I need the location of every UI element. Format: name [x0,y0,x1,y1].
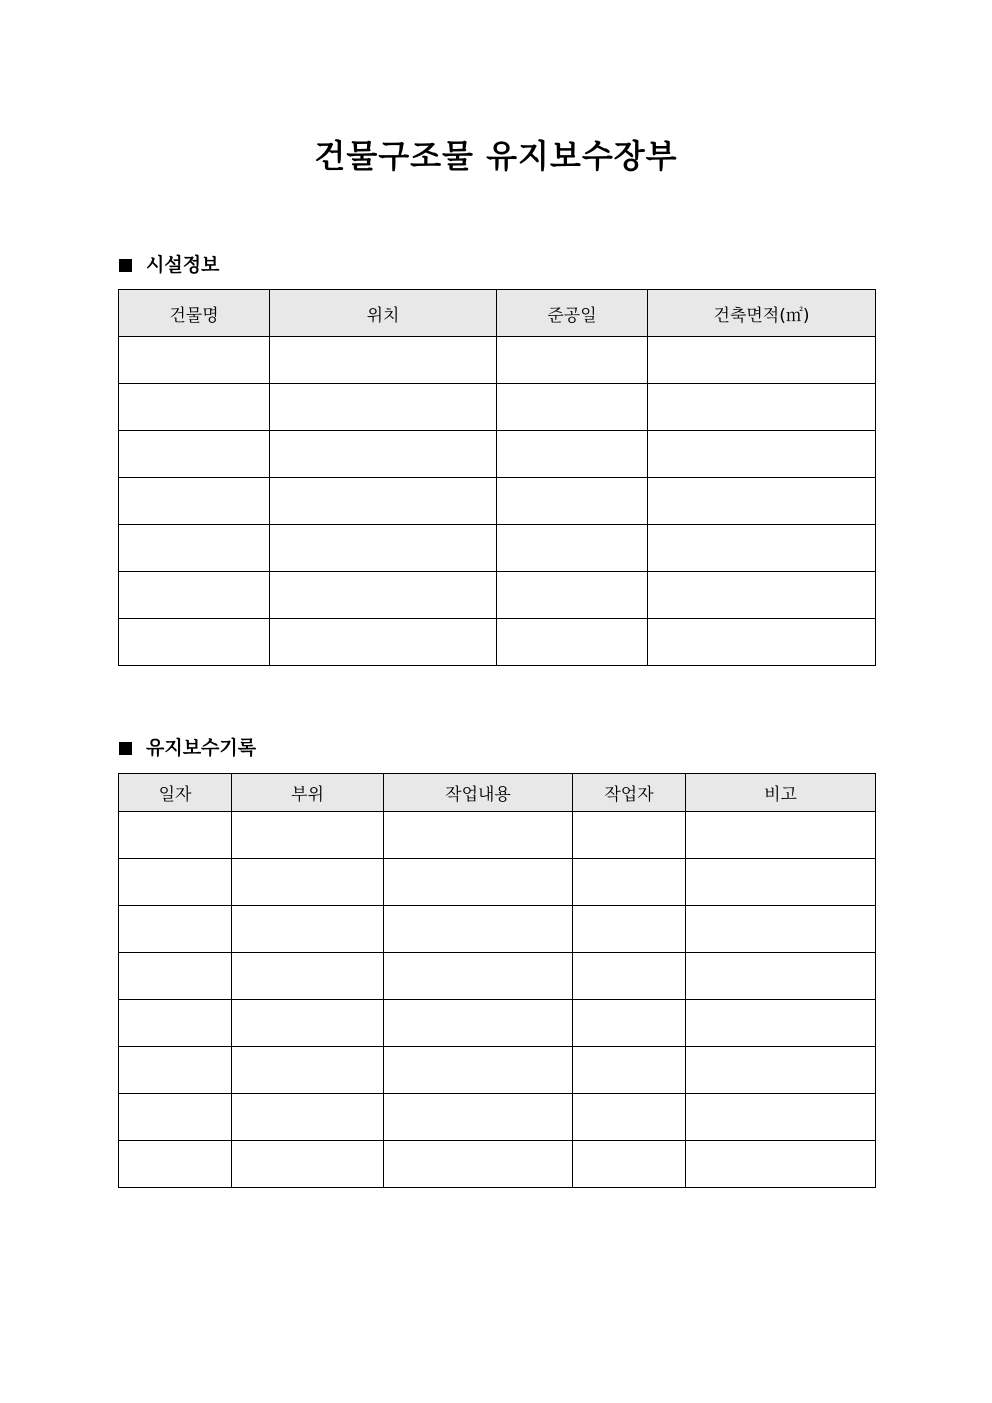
maintenance-table-empty-cell[interactable] [384,1094,573,1141]
maintenance-table-empty-cell[interactable] [686,953,876,1000]
maintenance-table-empty-cell[interactable] [384,953,573,1000]
maintenance-table-empty-cell[interactable] [384,1141,573,1188]
facility-table-empty-cell[interactable] [648,572,876,619]
facility-table-row [119,431,876,478]
maintenance-table-row [119,812,876,859]
facility-table-row [119,572,876,619]
facility-table-row [119,525,876,572]
facility-table-row [119,619,876,666]
facility-table-empty-cell[interactable] [648,337,876,384]
facility-table-header-row [119,290,876,337]
facility-table-empty-cell[interactable] [270,478,497,525]
maintenance-table-empty-cell[interactable] [119,953,232,1000]
maintenance-record-table [118,773,876,1188]
column-header-building-area: 건축면적(㎡) [648,290,876,337]
facility-table-empty-cell[interactable] [497,619,648,666]
square-bullet-icon [119,742,132,755]
facility-table-row [119,384,876,431]
maintenance-table-empty-cell[interactable] [384,859,573,906]
maintenance-table-row [119,953,876,1000]
document-title: 건물구조물 유지보수장부 [314,137,678,175]
maintenance-table-empty-cell[interactable] [573,906,686,953]
maintenance-table-empty-cell[interactable] [686,906,876,953]
facility-table-empty-cell[interactable] [119,431,270,478]
column-header-location: 위치 [270,290,497,337]
maintenance-table-empty-cell[interactable] [384,812,573,859]
facility-table-empty-cell[interactable] [497,384,648,431]
column-header-worker: 작업자 [573,774,686,812]
column-header-part: 부위 [232,774,384,812]
facility-table-empty-cell[interactable] [497,478,648,525]
maintenance-table-empty-cell[interactable] [573,1141,686,1188]
maintenance-table-empty-cell[interactable] [232,1094,384,1141]
maintenance-table-empty-cell[interactable] [232,1047,384,1094]
facility-table-empty-cell[interactable] [270,619,497,666]
maintenance-table-header-row [119,774,876,812]
maintenance-table-empty-cell[interactable] [119,859,232,906]
facility-section-title: 시설정보 [146,254,220,276]
maintenance-table-row [119,906,876,953]
facility-table-empty-cell[interactable] [119,572,270,619]
facility-table-row [119,478,876,525]
maintenance-table-empty-cell[interactable] [686,1094,876,1141]
facility-info-table [118,289,876,666]
maintenance-section-heading [119,735,256,761]
facility-table-empty-cell[interactable] [119,384,270,431]
maintenance-table-empty-cell[interactable] [232,1000,384,1047]
facility-table-empty-cell[interactable] [648,384,876,431]
maintenance-table-empty-cell[interactable] [119,1047,232,1094]
maintenance-table-empty-cell[interactable] [686,859,876,906]
facility-table-empty-cell[interactable] [497,572,648,619]
maintenance-table-empty-cell[interactable] [686,1000,876,1047]
maintenance-table-empty-cell[interactable] [119,812,232,859]
facility-section-heading [119,252,219,278]
facility-table-empty-cell[interactable] [270,525,497,572]
maintenance-table-empty-cell[interactable] [686,1047,876,1094]
maintenance-table-empty-cell[interactable] [119,906,232,953]
maintenance-table-empty-cell[interactable] [232,1141,384,1188]
facility-table-empty-cell[interactable] [270,384,497,431]
maintenance-table-empty-cell[interactable] [384,1047,573,1094]
column-header-remarks: 비고 [686,774,876,812]
maintenance-table-empty-cell[interactable] [573,1094,686,1141]
facility-table-empty-cell[interactable] [648,478,876,525]
square-bullet-icon [119,259,132,272]
column-header-date: 일자 [119,774,232,812]
facility-table-empty-cell[interactable] [119,619,270,666]
maintenance-table-body [119,812,876,1188]
column-header-building-name: 건물명 [119,290,270,337]
facility-table-empty-cell[interactable] [119,337,270,384]
maintenance-table-empty-cell[interactable] [384,1000,573,1047]
facility-table-empty-cell[interactable] [648,431,876,478]
maintenance-table-empty-cell[interactable] [232,906,384,953]
maintenance-table-empty-cell[interactable] [119,1094,232,1141]
maintenance-table-empty-cell[interactable] [573,1047,686,1094]
facility-table-empty-cell[interactable] [497,431,648,478]
maintenance-section-title: 유지보수기록 [146,737,257,759]
maintenance-table-empty-cell[interactable] [573,859,686,906]
maintenance-table-empty-cell[interactable] [119,1000,232,1047]
maintenance-table-empty-cell[interactable] [384,906,573,953]
facility-table-empty-cell[interactable] [648,619,876,666]
facility-table-empty-cell[interactable] [119,478,270,525]
column-header-work-content: 작업내용 [384,774,573,812]
maintenance-table-empty-cell[interactable] [686,1141,876,1188]
column-header-completion-date: 준공일 [497,290,648,337]
maintenance-table-empty-cell[interactable] [573,953,686,1000]
facility-table-empty-cell[interactable] [270,572,497,619]
maintenance-table-row [119,1141,876,1188]
facility-table-empty-cell[interactable] [648,525,876,572]
maintenance-table-empty-cell[interactable] [686,812,876,859]
maintenance-table-row [119,1094,876,1141]
facility-table-row [119,337,876,384]
facility-table-empty-cell[interactable] [270,431,497,478]
maintenance-table-empty-cell[interactable] [573,812,686,859]
facility-table-empty-cell[interactable] [497,525,648,572]
maintenance-table-empty-cell[interactable] [119,1141,232,1188]
maintenance-table-row [119,1000,876,1047]
facility-table-empty-cell[interactable] [497,337,648,384]
maintenance-table-row [119,1047,876,1094]
facility-table-empty-cell[interactable] [119,525,270,572]
maintenance-table-empty-cell[interactable] [232,812,384,859]
maintenance-table-row [119,859,876,906]
maintenance-table-empty-cell[interactable] [232,953,384,1000]
maintenance-table-empty-cell[interactable] [232,859,384,906]
facility-table-body [119,337,876,666]
facility-table-empty-cell[interactable] [270,337,497,384]
maintenance-table-empty-cell[interactable] [573,1000,686,1047]
